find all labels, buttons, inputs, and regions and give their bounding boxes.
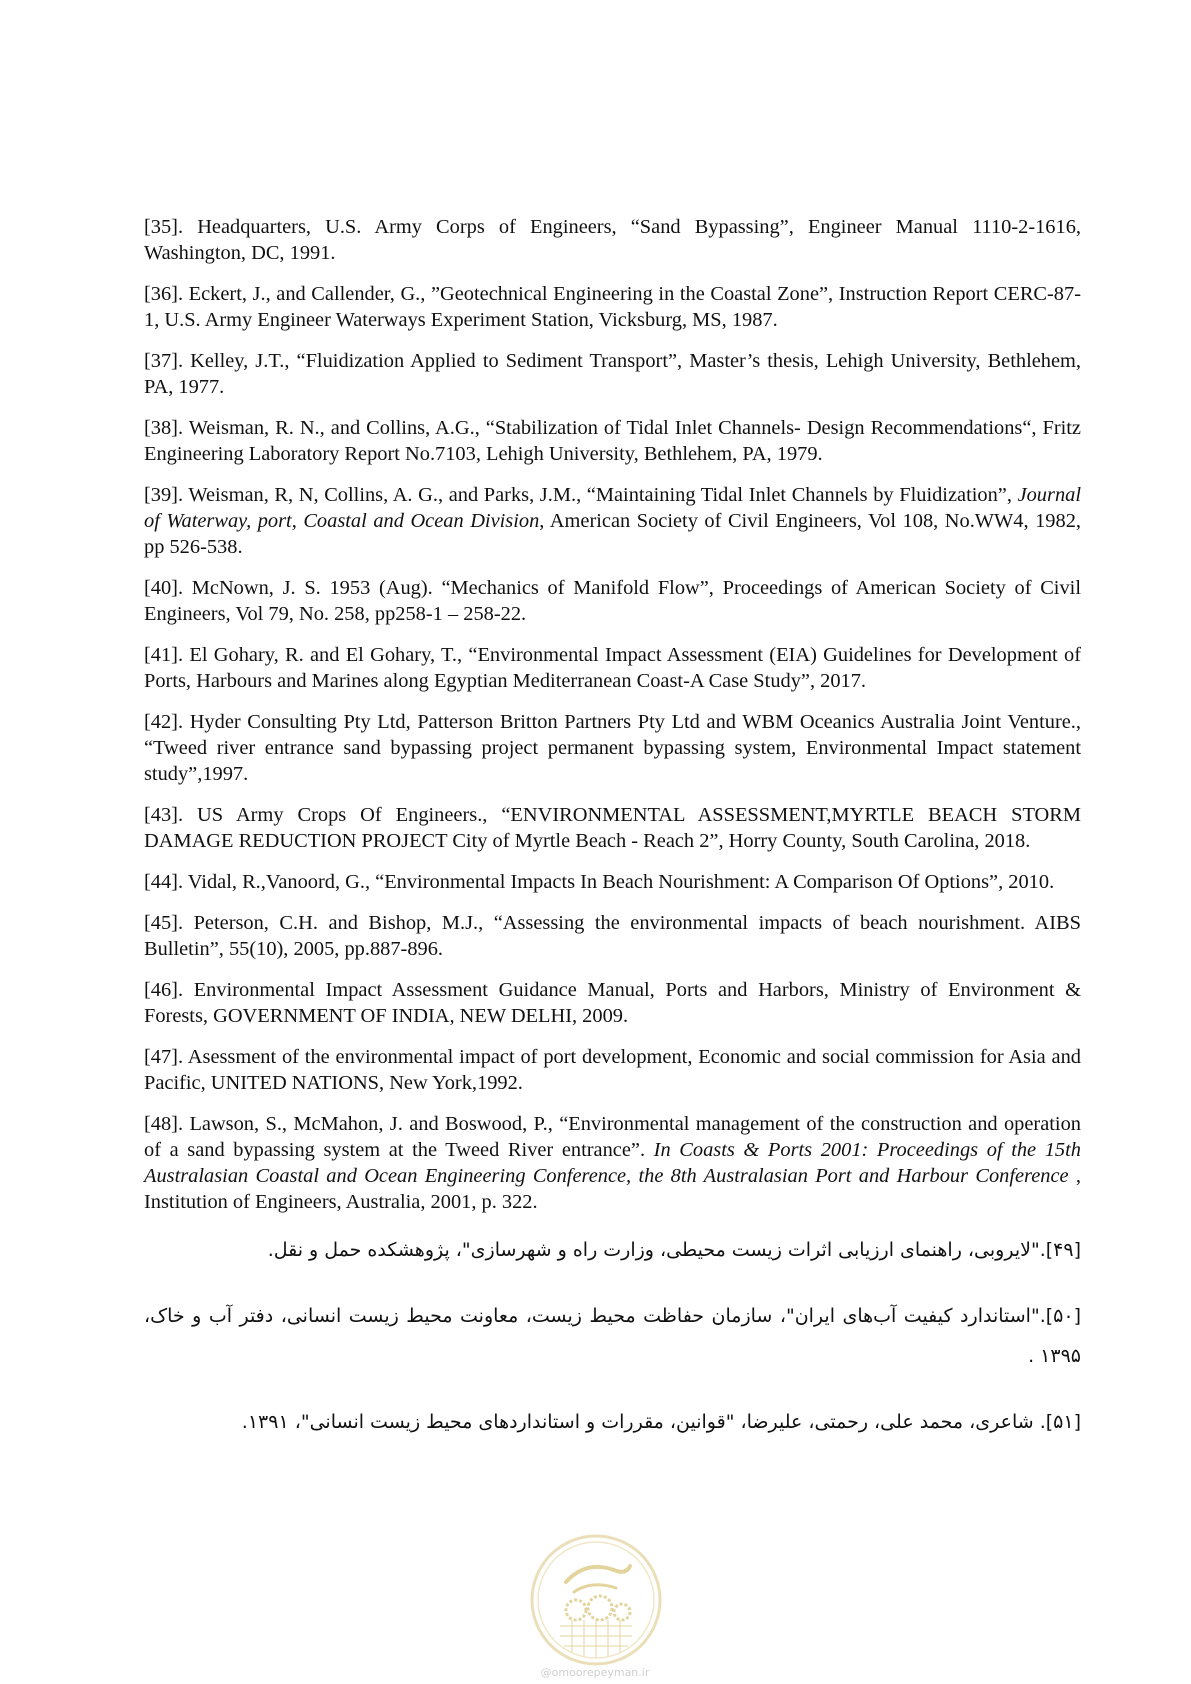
reference-42: [42]. Hyder Consulting Pty Ltd, Patterson Britton Partners Pty Ltd and WBM Oceanics Australia Joint Venture., “Tweed river entrance sand bypassing project permanent bypassing system, Environmental Impact statement study”,1997. [144, 711, 1081, 785]
reference-48-before: [48]. Lawson, S., McMahon, J. and Boswood, P., “Environmental management of the construction and operation of a sand bypassing system at the Tweed River entrance”. [144, 1113, 1081, 1161]
reference-39-after: , American Society of Civil Engineers, Vol 108, No.WW4, 1982, pp 526-538. [144, 510, 1081, 558]
reference-35: [35]. Headquarters, U.S. Army Corps of Engineers, “Sand Bypassing”, Engineer Manual 1110-2-1616, Washington, DC, 1991. [144, 216, 1081, 264]
reference-45: [45]. Peterson, C.H. and Bishop, M.J., “Assessing the environmental impacts of beach nourishment. AIBS Bulletin”, 55(10), 2005, pp.887-896. [144, 912, 1081, 960]
reference-43: [43]. US Army Crops Of Engineers., “ENVIRONMENTAL ASSESSMENT,MYRTLE BEACH STORM DAMAGE REDUCTION PROJECT City of Myrtle Beach - Reach 2”, Horry County, South Carolina, 2018. [144, 804, 1081, 852]
reference-41: [41]. El Gohary, R. and El Gohary, T., “Environmental Impact Assessment (EIA) Guidelines for Development of Ports, Harbours and Marines along Egyptian Mediterranean Coast-A Case Study”, 2017. [144, 644, 1081, 692]
reference-44: [44]. Vidal, R.,Vanoord, G., “Environmental Impacts In Beach Nourishment: A Comparison Of Options”, 2010. [144, 871, 1055, 893]
reference-39-before: [39]. Weisman, R, N, Collins, A. G., and Parks, J.M., “Maintaining Tidal Inlet Channels by Fluidization”, [144, 484, 1018, 506]
reference-47: [47]. Asessment of the environmental impact of port development, Economic and social commission for Asia and Pacific, UNITED NATIONS, New York,1992. [144, 1046, 1081, 1094]
reference-46: [46]. Environmental Impact Assessment Guidance Manual, Ports and Harbors, Ministry of Environment & Forests, GOVERNMENT OF INDIA, NEW DELHI, 2009. [144, 979, 1081, 1027]
reference-37: [37]. Kelley, J.T., “Fluidization Applied to Sediment Transport”, Master’s thesis, Lehigh University, Bethlehem, PA, 1977. [144, 350, 1081, 398]
reference-38: [38]. Weisman, R. N., and Collins, A.G., “Stabilization of Tidal Inlet Channels- Design Recommendations“, Fritz Engineering Laboratory Report No.7103, Lehigh University, Bethlehem, PA, 1979. [144, 417, 1081, 465]
reference-39-journal: Journal of Waterway, port, Coastal and Ocean Division [144, 484, 1081, 532]
reference-48-proceedings: In Coasts & Ports 2001: Proceedings of the 15th Australasian Coastal and Ocean Engineering Conference, the 8th Australasian Port and Harbour Conference [144, 1139, 1081, 1187]
reference-49: [۴۹]."لایروبی، راهنمای ارزیابی اثرات زیست محیطی، وزارت راه و شهرسازی"، پژوهشکده حمل و نقل. [267, 1239, 1081, 1261]
reference-50: [۵۰]."استاندارد کیفیت آب‌های ایران"، سازمان حفاظت محیط زیست، معاونت محیط زیست انسانی، دفتر آب و خاک، ۱۳۹۵ . [144, 1305, 1081, 1367]
reference-39 [144, 482, 1081, 560]
reference-51: [۵۱]. شاعری، محمد علی، رحمتی، علیرضا، "قوانین، مقررات و استانداردهای محیط زیست انسانی"، ۱۳۹۱. [241, 1411, 1081, 1433]
reference-40: [40]. McNown, J. S. 1953 (Aug). “Mechanics of Manifold Flow”, Proceedings of American Society of Civil Engineers, Vol 79, No. 258, pp258-1 – 258-22. [144, 577, 1081, 625]
reference-48-after: , Institution of Engineers, Australia, 2001, p. 322. [144, 1165, 1081, 1213]
watermark-logo-icon [526, 1530, 666, 1670]
reference-36: [36]. Eckert, J., and Callender, G., ”Geotechnical Engineering in the Coastal Zone”, Instruction Report CERC-87-1, U.S. Army Engineer Waterways Experiment Station, Vicksburg, MS, 1987. [144, 283, 1081, 331]
watermark-handle: @omoorepeyman.ir [540, 1666, 650, 1679]
reference-48 [144, 1111, 1081, 1215]
references-list [144, 214, 1081, 1468]
